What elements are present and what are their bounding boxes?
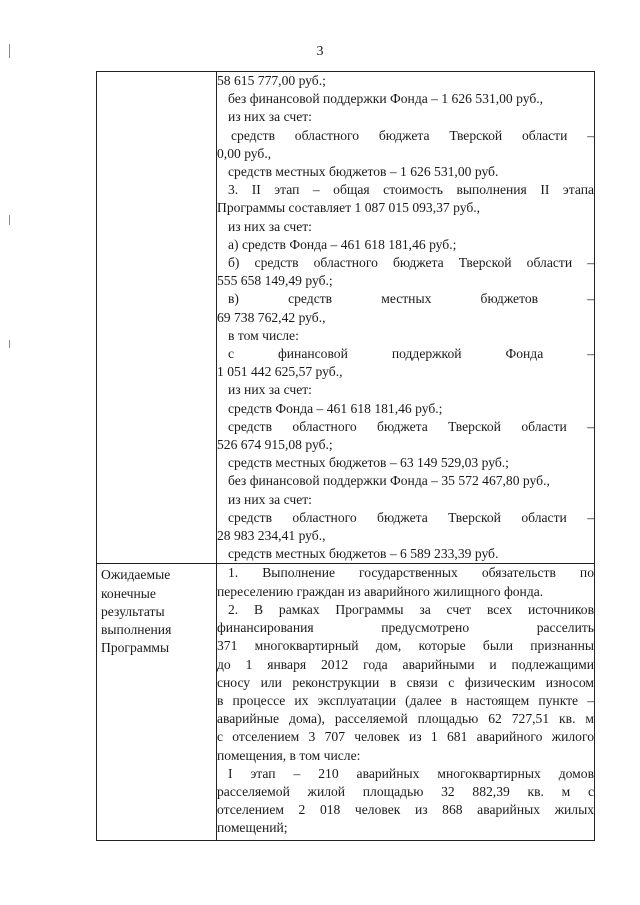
- expected-results-lines: [217, 564, 594, 837]
- text-line: аварийные дома), расселяемой площадью 62 727,51 кв. м: [217, 711, 594, 727]
- text-line: Программы составляет 1 087 015 093,37 руб.,: [217, 200, 481, 216]
- page-number: 3: [316, 44, 324, 59]
- text-line: 1. Выполнение государственных обязательств по: [228, 565, 594, 581]
- text-line: в) средств местных бюджетов –: [228, 291, 594, 307]
- text-line: без финансовой поддержки Фонда – 1 626 531,00 руб.,: [228, 91, 544, 107]
- text-line: а) средств Фонда – 461 618 181,46 руб.;: [228, 236, 457, 252]
- text-line: 371 многоквартирный дом, которые были признанны: [217, 638, 594, 654]
- text-line: средств местных бюджетов – 6 589 233,39 руб.: [228, 546, 499, 562]
- text-line: б) средств областного бюджета Тверской области –: [228, 255, 594, 271]
- text-line: 526 674 915,08 руб.;: [217, 437, 333, 453]
- text-line: 28 983 234,41 руб.,: [217, 528, 326, 544]
- table-row-financing: [97, 72, 595, 564]
- text-line: средств местных бюджетов – 1 626 531,00 руб.: [228, 164, 499, 180]
- text-line: без финансовой поддержки Фонда – 35 572 467,80 руб.,: [228, 473, 550, 489]
- label-line: Ожидаемые: [101, 567, 171, 583]
- text-line: с финансовой поддержкой Фонда –: [228, 346, 594, 362]
- scan-mark: [9, 340, 10, 348]
- text-line: 69 738 762,42 руб.,: [217, 309, 326, 325]
- label-line: результаты: [101, 603, 165, 619]
- label-line: выполнения: [101, 622, 172, 638]
- text-line: средств областного бюджета Тверской области –: [231, 127, 594, 143]
- text-line: средств областного бюджета Тверской области –: [228, 509, 594, 525]
- text-line: помещения, в том числе:: [217, 747, 361, 763]
- scan-mark: [9, 215, 10, 225]
- text-line: средств областного бюджета Тверской области –: [228, 418, 594, 434]
- text-line: средств Фонда – 461 618 181,46 руб.;: [228, 400, 443, 416]
- text-line: до 1 января 2012 года аварийными и подлежащими: [217, 656, 594, 672]
- text-line: I этап – 210 аварийных многоквартирных домов: [228, 765, 594, 781]
- text-line: 0,00 руб.,: [217, 145, 272, 161]
- label-line: Программы: [101, 640, 170, 656]
- text-line: отселением 2 018 человек из 868 аварийных жилых: [217, 802, 594, 818]
- text-line: 1 051 442 625,57 руб.,: [217, 364, 343, 380]
- text-line: из них за счет:: [228, 109, 312, 125]
- text-line: помещений;: [217, 820, 288, 836]
- text-line: из них за счет:: [228, 382, 312, 398]
- text-line: средств местных бюджетов – 63 149 529,03 руб.;: [228, 455, 509, 471]
- text-line: 58 615 777,00 руб.;: [217, 73, 326, 88]
- text-line: финансирования предусмотрено расселить: [217, 620, 594, 636]
- left-cell-empty: [97, 72, 217, 564]
- text-line: сносу или реконструкции в связи с физическим износом: [217, 674, 594, 690]
- table-row-expected-results: [97, 564, 595, 841]
- expected-results-label: [97, 564, 216, 657]
- financing-text-cell: [217, 72, 595, 564]
- scan-mark: [9, 44, 10, 58]
- text-line: 3. II этап – общая стоимость выполнения II этапа: [228, 182, 594, 198]
- text-line: 555 658 149,49 руб.;: [217, 273, 333, 289]
- expected-results-label-cell: [97, 564, 217, 841]
- text-line: из них за счет:: [228, 491, 312, 507]
- text-line: в процессе их эксплуатации (далее в настоящем пункте –: [217, 692, 594, 708]
- text-line: переселению граждан из аварийного жилищного фонда.: [217, 583, 544, 599]
- text-line: в том числе:: [228, 327, 299, 343]
- label-line: конечные: [101, 585, 156, 601]
- text-line: с отселением 3 707 человек из 1 681 аварийного жилого: [217, 729, 594, 745]
- financing-lines: [217, 72, 594, 563]
- text-line: из них за счет:: [228, 218, 312, 234]
- text-line: расселяемой жилой площадью 32 882,39 кв. м с: [217, 783, 594, 799]
- expected-results-text-cell: [217, 564, 595, 841]
- text-line: 2. В рамках Программы за счет всех источников: [228, 601, 594, 617]
- program-passport-table: [96, 71, 595, 841]
